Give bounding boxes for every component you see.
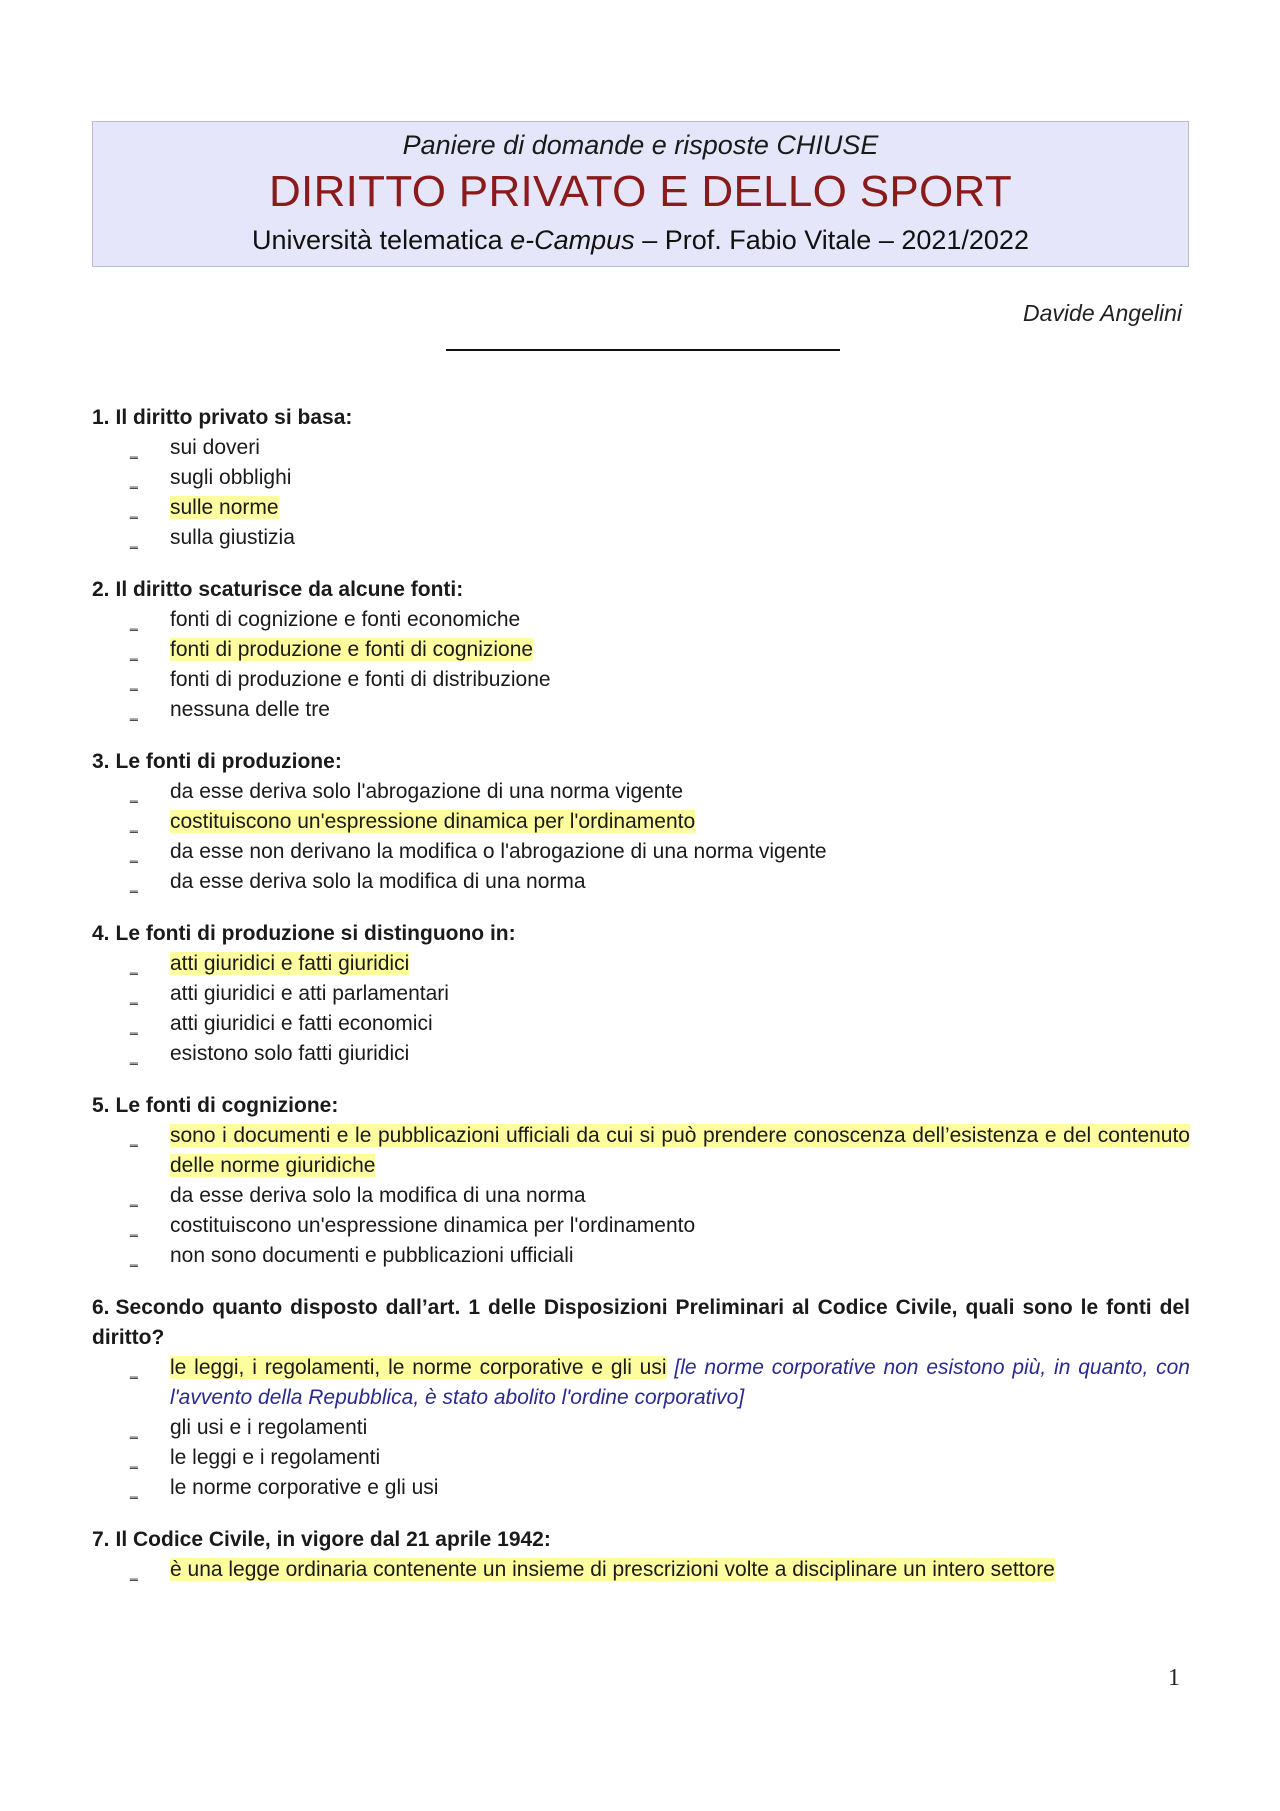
bullet-icon: ‗ (130, 705, 138, 721)
answer-text: le leggi e i regolamenti (170, 1446, 381, 1469)
question-block (92, 919, 1190, 1069)
answer-option (92, 979, 1190, 1009)
question-text (92, 575, 1190, 605)
question-number: 7. (92, 1528, 110, 1551)
question-block (92, 1525, 1190, 1585)
university-name: e-Campus (510, 225, 635, 255)
answer-text: sui doveri (170, 436, 260, 459)
question-text (92, 1525, 1190, 1555)
answer-options (92, 1353, 1190, 1503)
answer-options (92, 1121, 1190, 1271)
university-line (93, 225, 1188, 256)
question-text (92, 747, 1190, 777)
subtitle-caps: CHIUSE (776, 130, 879, 160)
answer-text: da esse deriva solo la modifica di una norma (170, 870, 586, 893)
question-label: Il diritto scaturisce da alcune fonti: (115, 578, 464, 601)
answer-options (92, 777, 1190, 897)
answer-option-correct (92, 1555, 1190, 1585)
question-label: Le fonti di produzione: (115, 750, 342, 773)
question-block (92, 1293, 1190, 1503)
answer-option-correct (92, 635, 1190, 665)
answer-options (92, 949, 1190, 1069)
answer-text: atti giuridici e atti parlamentari (170, 982, 449, 1005)
bullet-icon: ‗ (130, 443, 138, 459)
answer-text: nessuna delle tre (170, 698, 330, 721)
bullet-icon: ‗ (130, 1423, 138, 1439)
answer-option (92, 463, 1190, 493)
answer-option (92, 605, 1190, 635)
bullet-icon: ‗ (130, 877, 138, 893)
question-label: Le fonti di produzione si distinguono in: (115, 922, 516, 945)
question-list (92, 403, 1190, 1607)
bullet-icon: ‗ (130, 615, 138, 631)
question-label: Il Codice Civile, in vigore dal 21 aprile 1942: (115, 1528, 551, 1551)
answer-text: sugli obblighi (170, 466, 292, 489)
answer-text: non sono documenti e pubblicazioni ufficiali (170, 1244, 574, 1267)
answer-text: è una legge ordinaria contenente un insieme di prescrizioni volte a disciplinare un intero settore (170, 1558, 1055, 1581)
university-suffix: – Prof. Fabio Vitale – 2021/2022 (642, 225, 1029, 255)
answer-text: sulla giustizia (170, 526, 295, 549)
header-box (92, 121, 1189, 267)
bullet-icon: ‗ (130, 503, 138, 519)
bullet-icon: ‗ (130, 1483, 138, 1499)
bullet-icon: ‗ (130, 645, 138, 661)
answer-text: fonti di cognizione e fonti economiche (170, 608, 521, 631)
answer-option (92, 1443, 1190, 1473)
answer-text: atti giuridici e fatti economici (170, 1012, 433, 1035)
answer-option (92, 695, 1190, 725)
bullet-icon: ‗ (130, 1565, 138, 1581)
answer-text: fonti di produzione e fonti di cognizione (170, 638, 534, 661)
answer-option (92, 837, 1190, 867)
bullet-icon: ‗ (130, 847, 138, 863)
answer-option (92, 867, 1190, 897)
answer-option (92, 1473, 1190, 1503)
bullet-icon: ‗ (130, 473, 138, 489)
header-subtitle (93, 130, 1188, 161)
bullet-icon: ‗ (130, 1191, 138, 1207)
question-label: Le fonti di cognizione: (115, 1094, 339, 1117)
bullet-icon: ‗ (130, 959, 138, 975)
answer-option-correct (92, 949, 1190, 979)
question-block (92, 575, 1190, 725)
answer-text: atti giuridici e fatti giuridici (170, 952, 410, 975)
answer-option-correct (92, 807, 1190, 837)
document-title: DIRITTO PRIVATO E DELLO SPORT (268, 167, 1012, 216)
answer-text: le leggi, i regolamenti, le norme corporative e gli usi (170, 1356, 667, 1379)
bullet-icon: ‗ (130, 1221, 138, 1237)
bullet-icon: ‗ (130, 817, 138, 833)
answer-option (92, 777, 1190, 807)
question-number: 2. (92, 578, 110, 601)
answer-options (92, 1555, 1190, 1585)
question-block (92, 1091, 1190, 1271)
question-text (92, 1091, 1190, 1121)
answer-option (92, 1039, 1190, 1069)
bullet-icon: ‗ (130, 1363, 138, 1379)
answer-options (92, 433, 1190, 553)
answer-option (92, 433, 1190, 463)
bullet-icon: ‗ (130, 675, 138, 691)
answer-option (92, 523, 1190, 553)
answer-text: costituiscono un'espressione dinamica per l'ordinamento (170, 1214, 696, 1237)
answer-option (92, 1009, 1190, 1039)
answer-text: da esse deriva solo l'abrogazione di una norma vigente (170, 780, 684, 803)
answer-text: fonti di produzione e fonti di distribuzione (170, 668, 551, 691)
separator-rule (446, 349, 840, 351)
answer-text: sono i documenti e le pubblicazioni ufficiali da cui si può prendere conoscenza dell’esistenza e del contenuto delle norme giuridiche (170, 1124, 1190, 1177)
answer-option (92, 1241, 1190, 1271)
question-text (92, 1293, 1190, 1353)
answer-text: da esse deriva solo la modifica di una norma (170, 1184, 586, 1207)
question-text (92, 403, 1190, 433)
university-prefix: Università telematica (252, 225, 503, 255)
answer-options (92, 605, 1190, 725)
page-number: 1 (1168, 1665, 1180, 1691)
answer-text: gli usi e i regolamenti (170, 1416, 368, 1439)
answer-text: da esse non derivano la modifica o l'abrogazione di una norma vigente (170, 840, 827, 863)
question-number: 5. (92, 1094, 110, 1117)
question-number: 3. (92, 750, 110, 773)
bullet-icon: ‗ (130, 1049, 138, 1065)
bullet-icon: ‗ (130, 787, 138, 803)
answer-text: costituiscono un'espressione dinamica per l'ordinamento (170, 810, 696, 833)
question-number: 6. (92, 1296, 110, 1319)
question-label: Il diritto privato si basa: (115, 406, 353, 429)
bullet-icon: ‗ (130, 1251, 138, 1267)
question-label: Secondo quanto disposto dall’art. 1 delle Disposizioni Preliminari al Codice Civile, quali sono le fonti del diritto? (92, 1296, 1190, 1349)
answer-option (92, 1181, 1190, 1211)
answer-option-correct (92, 1121, 1190, 1181)
answer-option (92, 1413, 1190, 1443)
answer-option (92, 1211, 1190, 1241)
bullet-icon: ‗ (130, 1131, 138, 1147)
bullet-icon: ‗ (130, 1453, 138, 1469)
answer-note: [le norme corporative non esistono più, in quanto, con l'avvento della Repubblica, è stato abolito l'ordine corporativo] (170, 1356, 1190, 1409)
question-text (92, 919, 1190, 949)
author-name: Davide Angelini (1023, 300, 1182, 326)
bullet-icon: ‗ (130, 1019, 138, 1035)
answer-option (92, 665, 1190, 695)
question-number: 1. (92, 406, 110, 429)
question-number: 4. (92, 922, 110, 945)
answer-text: esistono solo fatti giuridici (170, 1042, 410, 1065)
answer-option-correct (92, 1353, 1190, 1413)
answer-text: le norme corporative e gli usi (170, 1476, 439, 1499)
answer-text: sulle norme (170, 496, 279, 519)
bullet-icon: ‗ (130, 533, 138, 549)
bullet-icon: ‗ (130, 989, 138, 1005)
question-block (92, 403, 1190, 553)
subtitle-prefix: Paniere di domande e risposte (402, 130, 769, 160)
question-block (92, 747, 1190, 897)
answer-option-correct (92, 493, 1190, 523)
